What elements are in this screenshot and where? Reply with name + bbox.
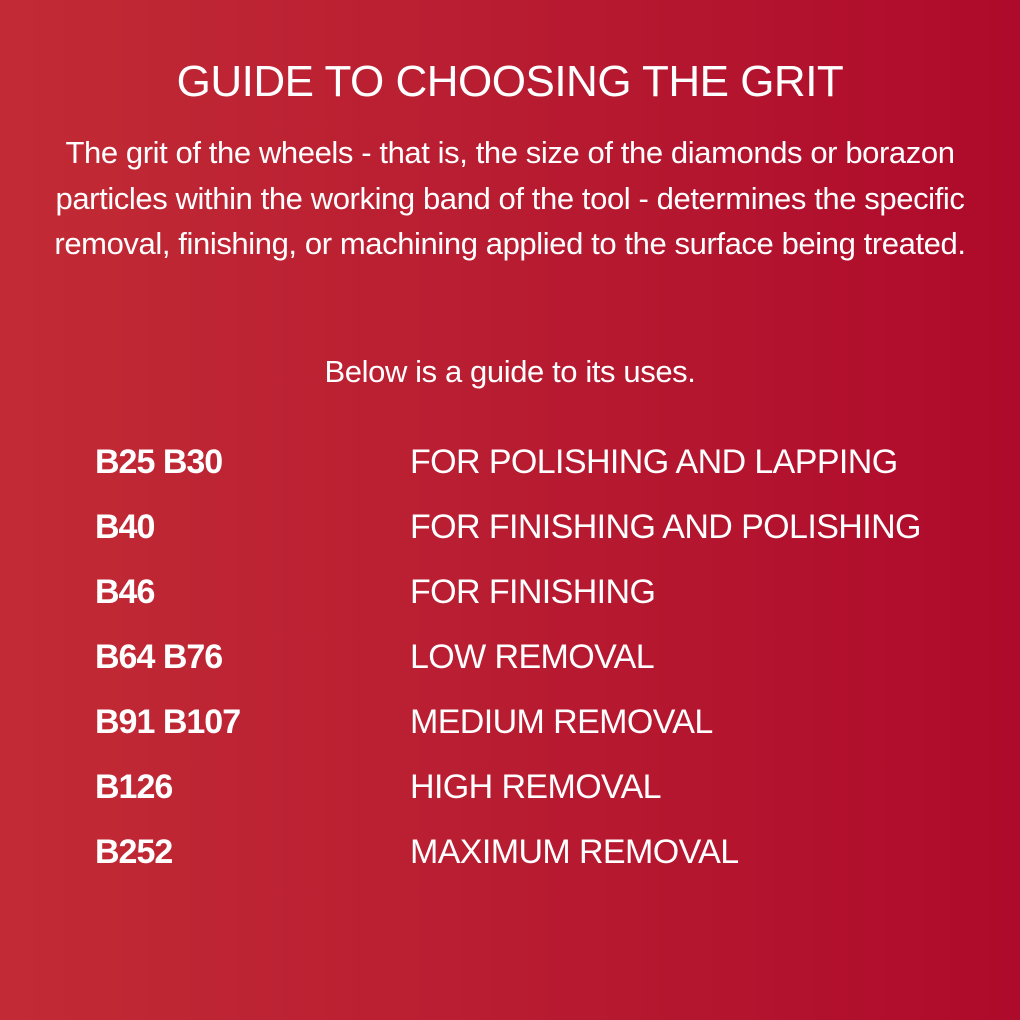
grit-code: B126	[95, 768, 173, 806]
grit-use: LOW REMOVAL	[410, 638, 655, 676]
page-title: GUIDE TO CHOOSING THE GRIT	[176, 57, 844, 106]
grit-use: FOR FINISHING	[410, 573, 656, 611]
grit-row	[95, 495, 995, 560]
grit-code: B252	[95, 833, 173, 871]
grit-row	[95, 755, 995, 820]
grit-use: HIGH REMOVAL	[410, 768, 661, 806]
grit-row	[95, 820, 995, 885]
grit-code: B64 B76	[95, 638, 223, 676]
grit-row	[95, 690, 995, 755]
grit-use: FOR POLISHING AND LAPPING	[410, 443, 898, 481]
grit-use: MEDIUM REMOVAL	[410, 703, 713, 741]
grit-row	[95, 430, 995, 495]
grit-code: B40	[95, 508, 155, 546]
subintro-text: Below is a guide to its uses.	[324, 354, 696, 389]
grit-row	[95, 625, 995, 690]
intro-paragraph: The grit of the wheels - that is, the size of the diamonds or borazon particles within the working band of the tool - determines the specific removal, finishing, or machining applied to the surface being treated.	[54, 135, 966, 261]
grit-table	[95, 430, 995, 885]
grit-code: B25 B30	[95, 443, 223, 481]
grit-use: FOR FINISHING AND POLISHING	[410, 508, 921, 546]
grit-row	[95, 560, 995, 625]
grit-code: B91 B107	[95, 703, 241, 741]
grit-code: B46	[95, 573, 155, 611]
grit-use: MAXIMUM REMOVAL	[410, 833, 739, 871]
